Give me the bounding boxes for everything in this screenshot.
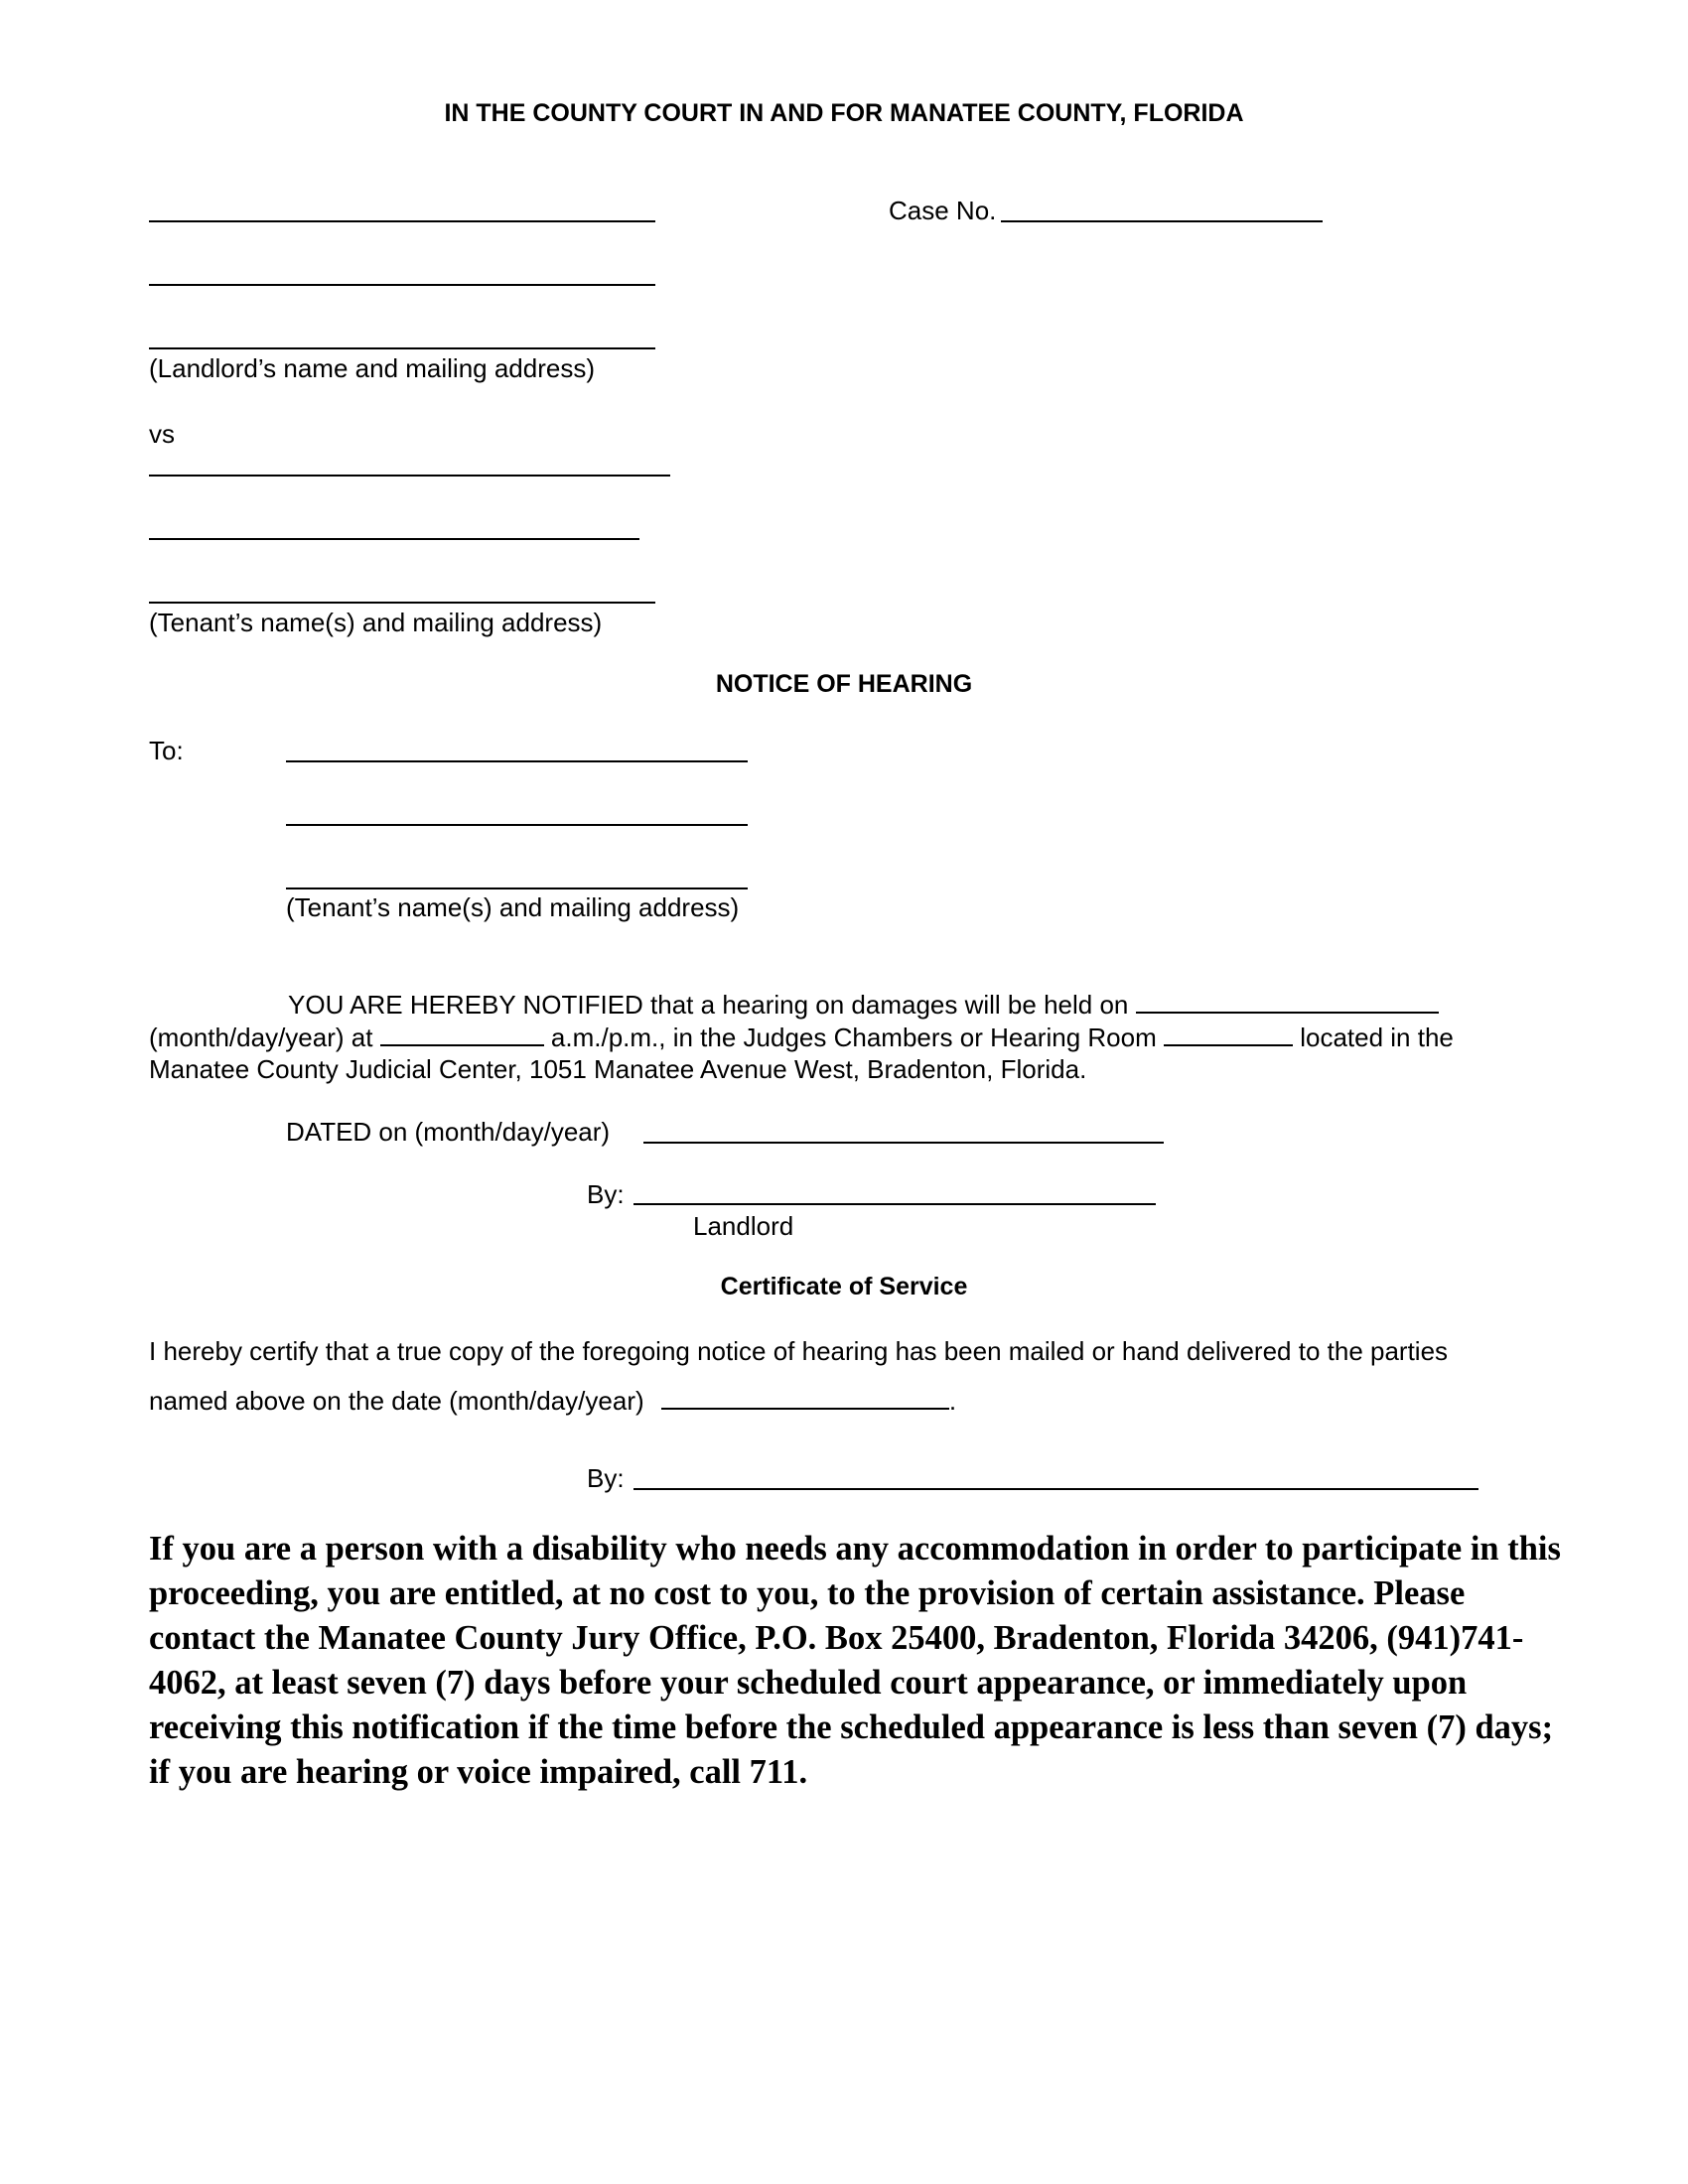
notice-body-part4: located in the Manatee County Judicial Center, 1051 Manatee Avenue West, Bradenton, Florida. bbox=[149, 1023, 1454, 1084]
versus-label: vs bbox=[149, 419, 175, 449]
dated-label: DATED on (month/day/year) bbox=[286, 1117, 611, 1147]
certificate-title: Certificate of Service bbox=[720, 1273, 968, 1300]
certificate-signature-field[interactable] bbox=[633, 1488, 1478, 1490]
hearing-date-field[interactable] bbox=[1136, 988, 1439, 1014]
tenant-name-field-1[interactable] bbox=[149, 475, 670, 477]
case-number-label: Case No. bbox=[889, 196, 997, 225]
landlord-name-field-2[interactable] bbox=[149, 284, 655, 286]
dated-field[interactable] bbox=[643, 1142, 1164, 1144]
tenant-name-field-2[interactable] bbox=[149, 538, 639, 540]
ada-notice: If you are a person with a disability who needs any accommodation in order to participate in this proceeding, you are entitled, at no cost to you, to the provision of certain assistance. Please contact the Manatee County Jury Office, P.O. Box 25400, Bradenton, Florida 34206, (941)741-4062, at least seven (7) days before your scheduled court appearance, or immediately upon receiving this notification if the time before the scheduled appearance is less than seven (7) days; if you are hearing or voice impaired, call 711. bbox=[149, 1530, 1561, 1791]
case-number-field[interactable] bbox=[1001, 220, 1323, 222]
notice-body-part1: YOU ARE HEREBY NOTIFIED that a hearing on damages will be held on bbox=[288, 990, 1129, 1020]
notice-title: NOTICE OF HEARING bbox=[715, 670, 973, 698]
hearing-room-field[interactable] bbox=[1164, 1021, 1293, 1046]
to-tenant-caption: (Tenant’s name(s) and mailing address) bbox=[286, 892, 740, 922]
landlord-name-field-3[interactable] bbox=[149, 347, 655, 349]
certificate-text-line2 bbox=[149, 1384, 956, 1416]
notice-body-part2: (month/day/year) at bbox=[149, 1023, 373, 1052]
landlord-signature-caption: Landlord bbox=[693, 1211, 794, 1241]
court-header: IN THE COUNTY COURT IN AND FOR MANATEE COUNTY, FLORIDA bbox=[444, 99, 1244, 127]
by-label: By: bbox=[587, 1179, 625, 1209]
certificate-text-line2-end: . bbox=[948, 1386, 957, 1416]
certificate-by-label: By: bbox=[587, 1463, 625, 1493]
certificate-text-line2-label: named above on the date (month/day/year) bbox=[149, 1386, 644, 1416]
to-tenant-field-3[interactable] bbox=[286, 887, 748, 889]
certificate-text-line1: I hereby certify that a true copy of the foregoing notice of hearing has been mailed or hand delivered to the parties bbox=[149, 1336, 1449, 1366]
notice-body-part3: a.m./p.m., in the Judges Chambers or Hearing Room bbox=[550, 1023, 1157, 1052]
to-tenant-field-2[interactable] bbox=[286, 824, 748, 826]
hearing-time-field[interactable] bbox=[380, 1021, 544, 1046]
landlord-caption: (Landlord’s name and mailing address) bbox=[149, 353, 595, 383]
service-date-field[interactable] bbox=[661, 1384, 949, 1410]
to-tenant-field-1[interactable] bbox=[286, 760, 748, 762]
landlord-signature-field[interactable] bbox=[633, 1203, 1156, 1205]
notice-body bbox=[149, 988, 1539, 1085]
to-label: To: bbox=[149, 736, 184, 765]
landlord-name-field-1[interactable] bbox=[149, 220, 655, 222]
tenant-name-field-3[interactable] bbox=[149, 602, 655, 604]
tenant-caption: (Tenant’s name(s) and mailing address) bbox=[149, 608, 603, 637]
